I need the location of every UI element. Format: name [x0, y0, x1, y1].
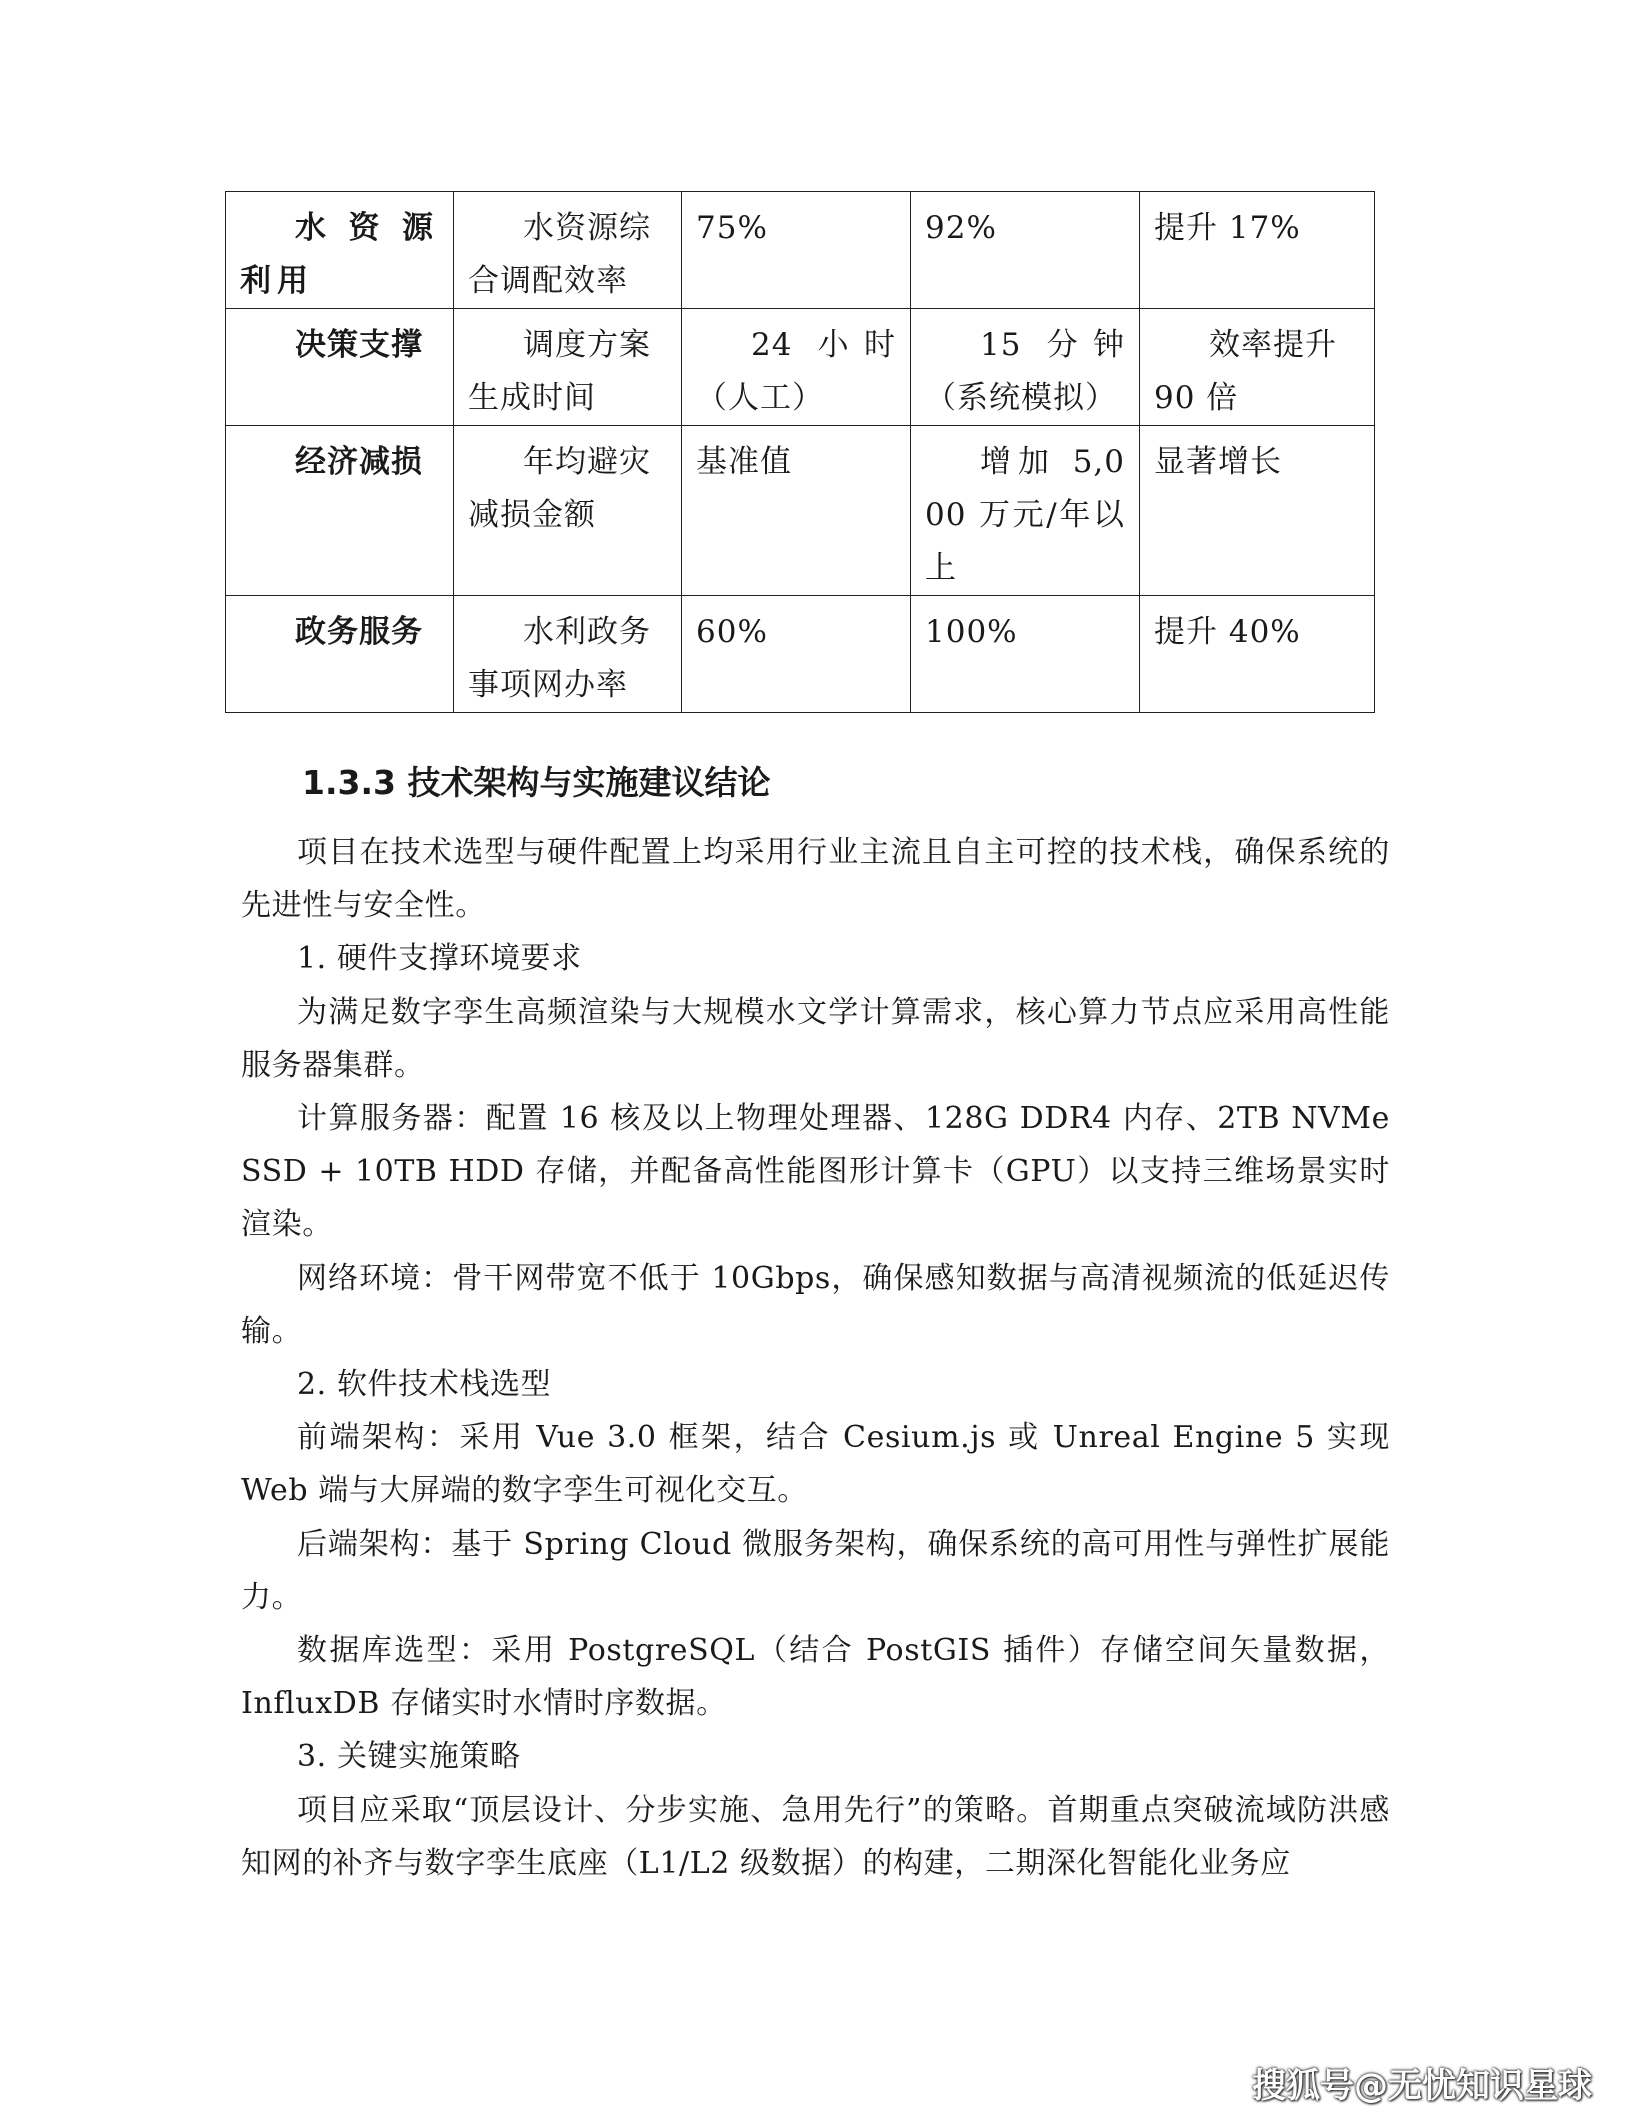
before-cell: 75%: [682, 192, 911, 309]
paragraph: 项目应采取“顶层设计、分步实施、急用先行”的策略。首期重点突破流域防洪感知网的补齐与数字孪生底座（L1/L2 级数据）的构建，二期深化智能化业务应: [241, 1792, 1390, 1881]
dimension-cell: 政务服务: [226, 596, 454, 713]
paragraph: 为满足数字孪生高频渲染与大规模水文学计算需求，核心算力节点应采用高性能服务器集群。: [241, 994, 1390, 1083]
after-cell: 15 分钟（系统模拟）: [911, 309, 1140, 426]
watermark: 搜狐号@无忧知识星球: [1252, 2066, 1592, 2106]
paragraph: 网络环境：骨干网带宽不低于 10Gbps，确保感知数据与高清视频流的低延迟传输。: [241, 1260, 1390, 1349]
dimension-cell: 水资源利用: [226, 192, 454, 309]
change-cell: 提升 40%: [1140, 596, 1375, 713]
before-cell: 24 小时（人工）: [682, 309, 911, 426]
list-heading: 2. 软件技术栈选型: [297, 1367, 552, 1403]
table-row: [226, 192, 1375, 309]
table-row: [226, 426, 1375, 596]
indicator-cell: 年均避灾减损金额: [454, 426, 682, 596]
paragraph: 计算服务器：配置 16 核及以上物理处理器、128G DDR4 内存、2TB NVMe SSD + 10TB HDD 存储，并配备高性能图形计算卡（GPU）以支持三维场景实时渲染。: [241, 1101, 1390, 1243]
paragraph: 数据库选型：采用 PostgreSQL（结合 PostGIS 插件）存储空间矢量数据，InfluxDB 存储实时水情时序数据。: [241, 1633, 1390, 1722]
indicator-cell: 水资源综合调配效率: [454, 192, 682, 309]
paragraph: 后端架构：基于 Spring Cloud 微服务架构，确保系统的高可用性与弹性扩展能力。: [241, 1526, 1390, 1615]
dimension-cell: 决策支撑: [226, 309, 454, 426]
paragraph: 前端架构：采用 Vue 3.0 框架，结合 Cesium.js 或 Unreal Engine 5 实现 Web 端与大屏端的数字孪生可视化交互。: [241, 1420, 1390, 1509]
change-cell: 提升 17%: [1140, 192, 1375, 309]
list-heading: 3. 关键实施策略: [297, 1739, 521, 1775]
section-body: [241, 826, 1390, 1890]
after-cell: 92%: [911, 192, 1140, 309]
paragraph: 项目在技术选型与硬件配置上均采用行业主流且自主可控的技术栈，确保系统的先进性与安全性。: [241, 835, 1390, 924]
indicator-cell: 水利政务事项网办率: [454, 596, 682, 713]
change-cell: 效率提升 90 倍: [1140, 309, 1375, 426]
after-cell: 100%: [911, 596, 1140, 713]
change-cell: 显著增长: [1140, 426, 1375, 596]
section-heading: 1.3.3 技术架构与实施建议结论: [302, 763, 771, 802]
before-cell: 基准值: [682, 426, 911, 596]
table-row: [226, 596, 1375, 713]
before-cell: 60%: [682, 596, 911, 713]
after-cell: 增加 5,000 万元/年以上: [911, 426, 1140, 596]
table-row: [226, 309, 1375, 426]
dimension-cell: 经济减损: [226, 426, 454, 596]
metrics-table: [225, 191, 1375, 713]
list-heading: 1. 硬件支撑环境要求: [297, 941, 582, 977]
indicator-cell: 调度方案生成时间: [454, 309, 682, 426]
